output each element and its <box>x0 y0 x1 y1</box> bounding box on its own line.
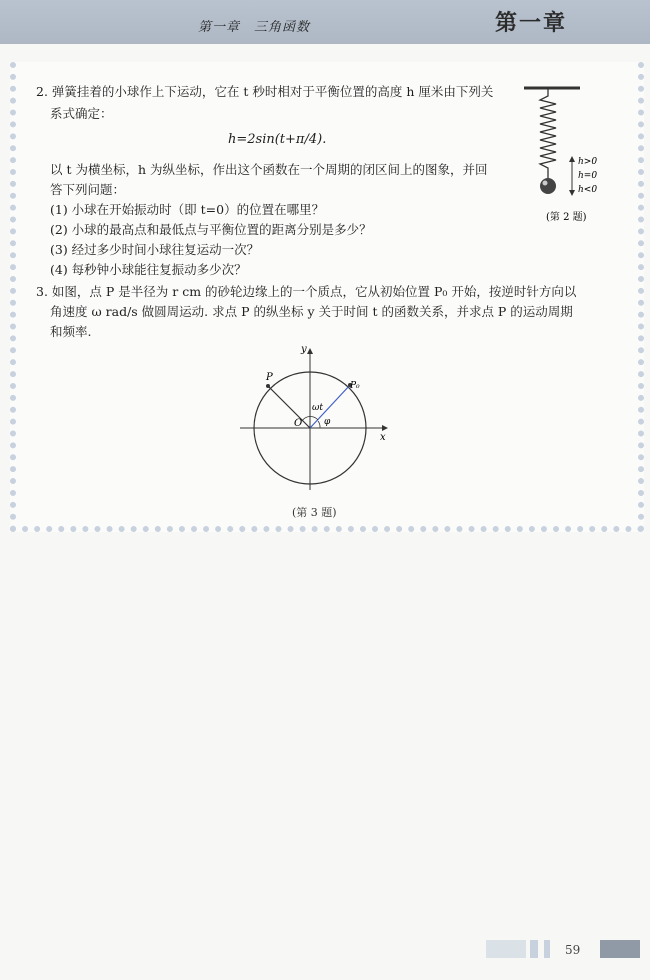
page-number: 59 <box>565 943 581 957</box>
footer-decor-4 <box>600 940 640 958</box>
spring-ball <box>540 178 556 194</box>
footer-decor-2 <box>530 940 538 958</box>
p3-line1 <box>36 282 576 302</box>
wt-label: ωt <box>312 403 323 413</box>
p2-q2: (2) 小球的最高点和最低点与平衡位置的距离分别是多少？ <box>50 222 372 237</box>
footer-decor-1 <box>486 940 526 958</box>
p2-text1: 弹簧挂着的小球作上下运动，它在 t 秒时相对于平衡位置的高度 h 厘米由下列关 <box>51 84 494 99</box>
p2-q3: (3) 经过多少时间小球往复运动一次？ <box>50 242 260 257</box>
x-label: x <box>380 432 386 443</box>
spring-coil <box>540 88 556 178</box>
p2-q4: (4) 每秒钟小球能往复振动多少次？ <box>50 262 247 277</box>
h-neg-label: h<0 <box>578 185 598 195</box>
h-zero-label: h=0 <box>578 171 598 181</box>
p2-number: 2. <box>36 84 48 99</box>
p2-line3: 以 t 为横坐标，h 为纵坐标，作出这个函数在一个周期的闭区间上的图象，并回 <box>50 162 488 177</box>
p2-line1 <box>36 82 493 102</box>
p3-line3: 和频率. <box>50 324 92 339</box>
p-label: P <box>266 372 273 383</box>
y-label: y <box>301 344 307 355</box>
circle-figure <box>232 340 402 500</box>
p2-caption: (第 2 题) <box>546 212 587 223</box>
origin-label: O <box>294 418 303 429</box>
phi-label: φ <box>324 417 331 427</box>
p2-line4: 答下列问题： <box>50 182 126 197</box>
footer-decor-3 <box>544 940 550 958</box>
p3-number: 3. <box>36 284 48 299</box>
chapter-badge: 第一章 <box>495 10 568 36</box>
p0-label: P₀ <box>350 381 360 391</box>
p3-line2: 角速度 ω rad/s 做圆周运动. 求点 P 的纵坐标 y 关于时间 t 的函数关系，并求点 P 的运动周期 <box>50 304 573 319</box>
p3-text1: 如图，点 P 是半径为 r cm 的砂轮边缘上的一个质点，它从初始位置 P₀ 开始，按逆时针方向以 <box>51 284 577 299</box>
spring-figure <box>520 82 620 232</box>
page-header <box>0 0 650 44</box>
h-pos-label: h>0 <box>578 157 598 167</box>
point-p <box>266 384 270 388</box>
radius-p <box>268 386 310 428</box>
p2-formula: h=2sin(t+π/4). <box>228 132 327 147</box>
header-title: 第一章 三角函数 <box>198 20 311 35</box>
p2-line2: 系式确定： <box>50 106 113 121</box>
angle-phi-arc <box>318 421 320 428</box>
p2-q1: (1) 小球在开始振动时（即 t=0）的位置在哪里？ <box>50 202 325 217</box>
p3-caption: (第 3 题) <box>292 506 337 519</box>
